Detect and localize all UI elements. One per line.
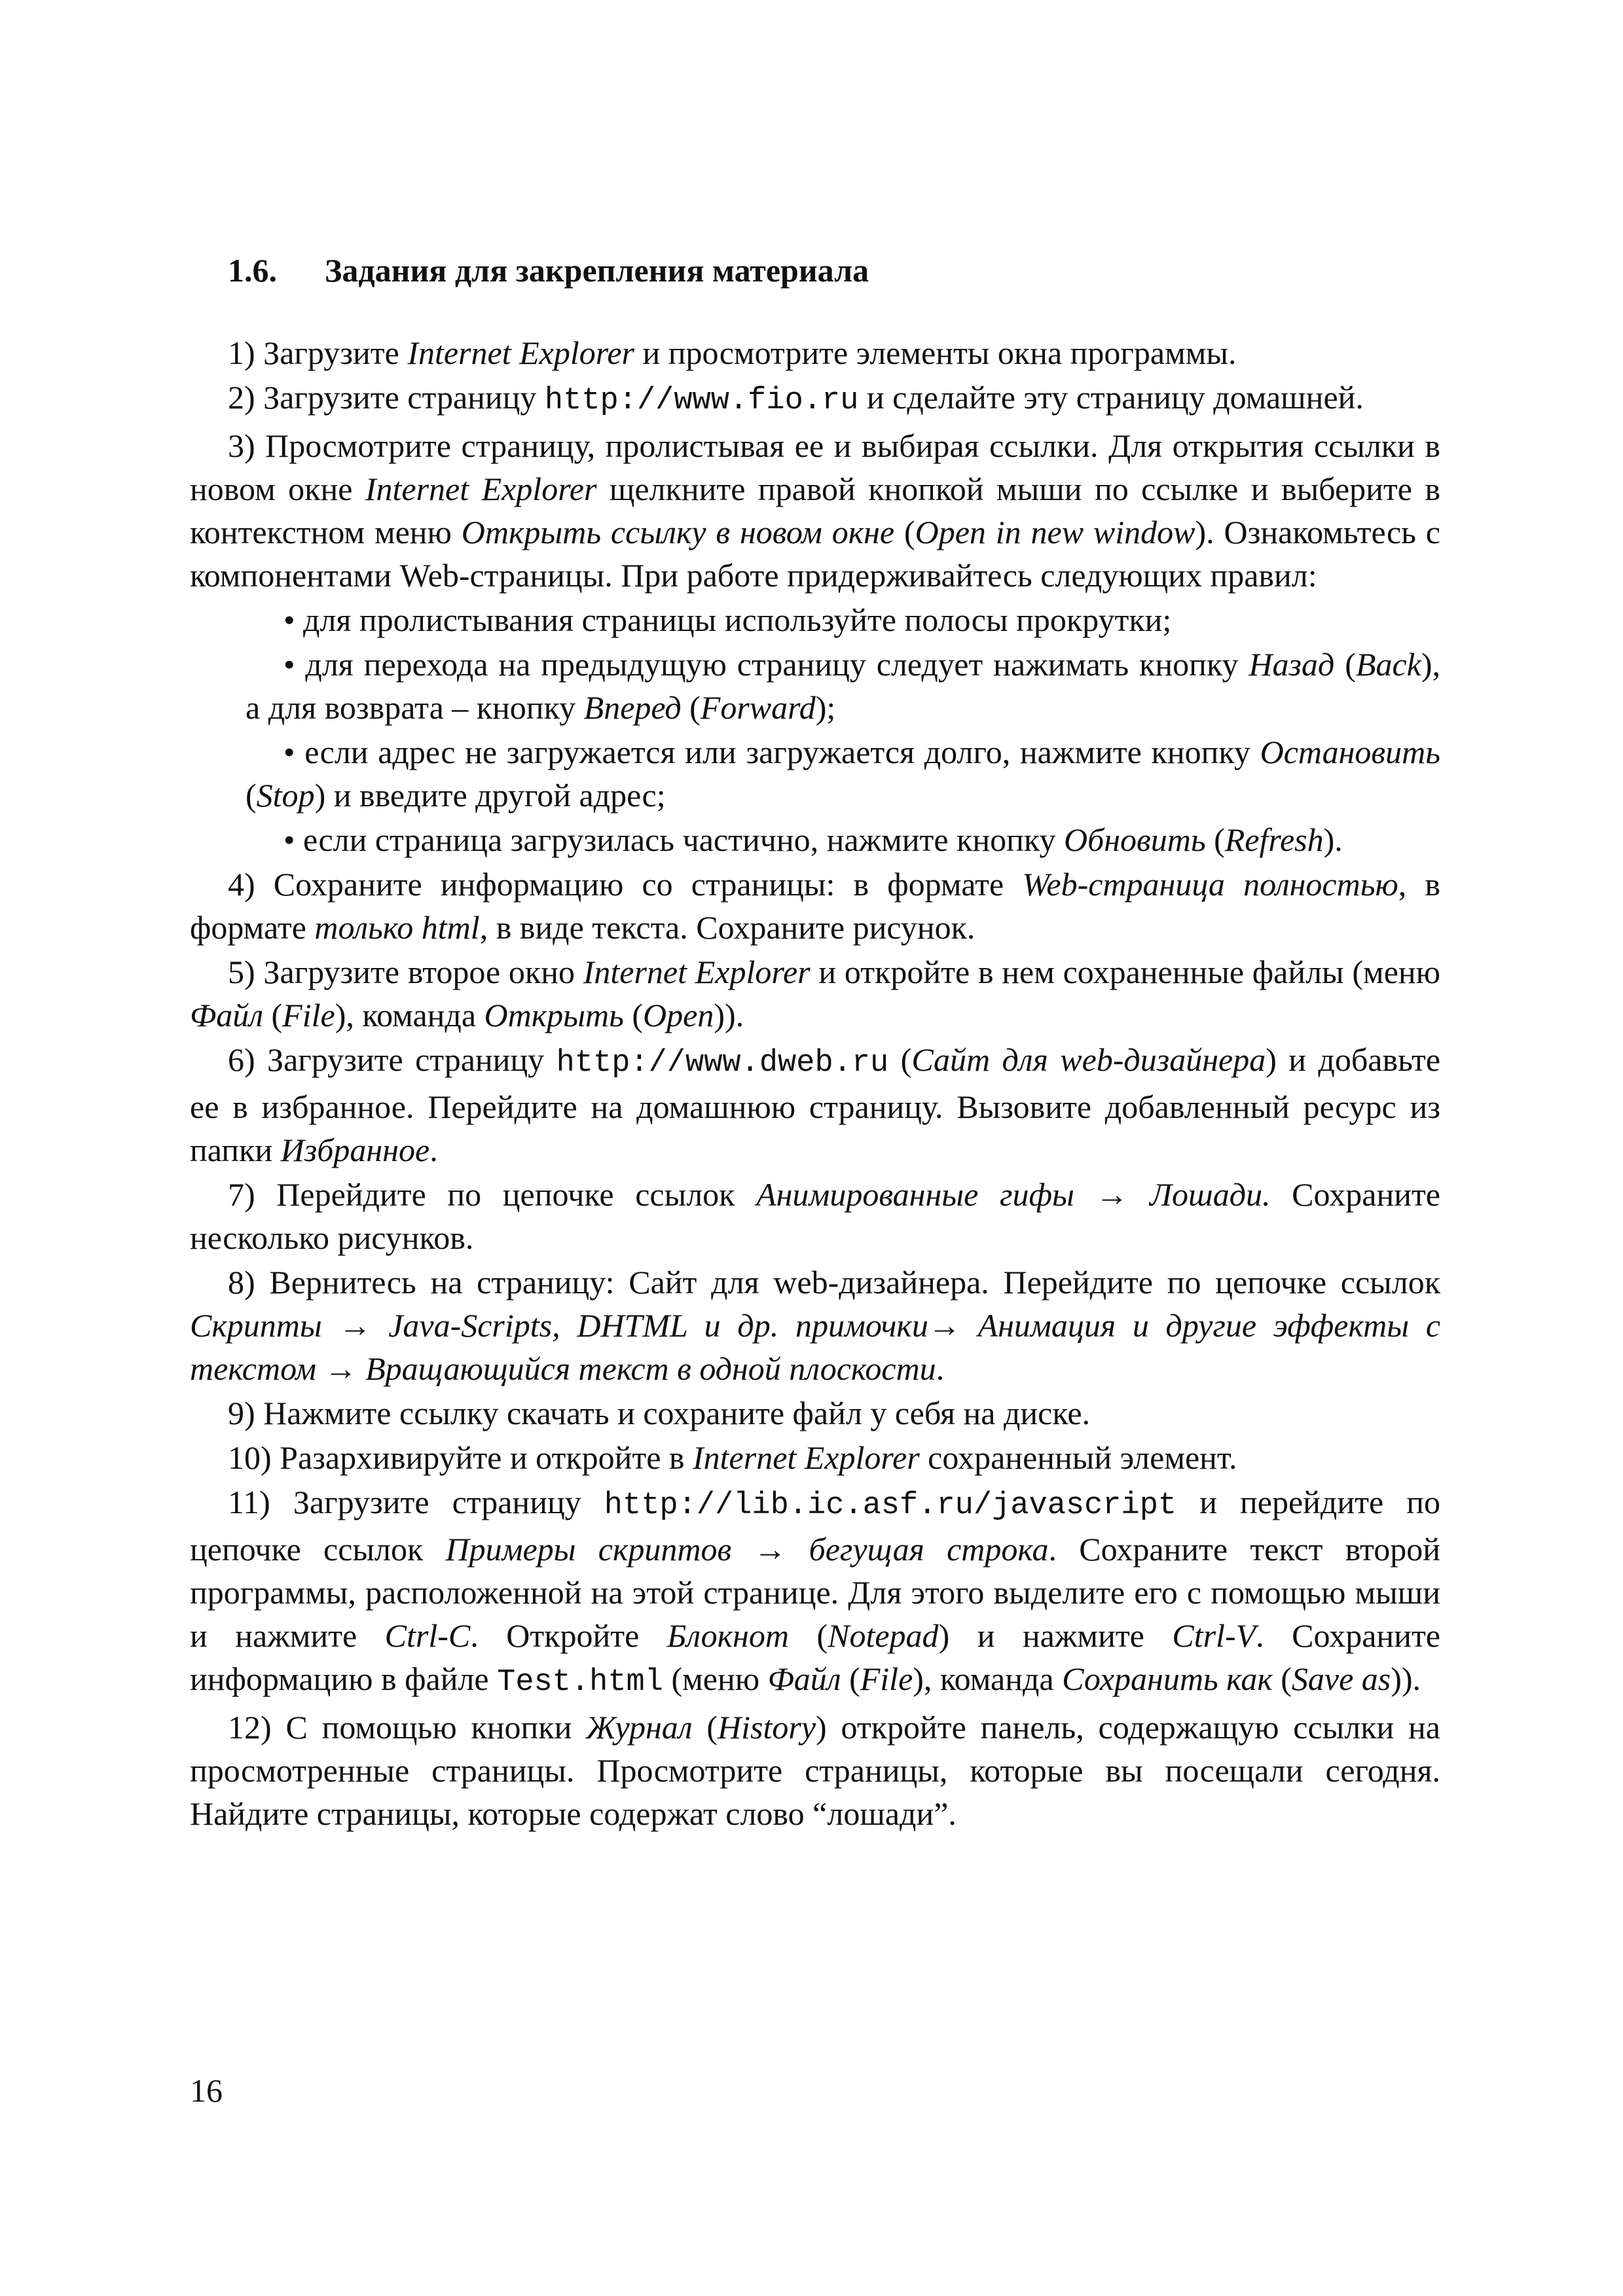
bullet-item-4: • если страница загрузилась частично, нажмите кнопку Обновить (Refresh). <box>283 821 1343 858</box>
section-heading <box>228 249 1440 292</box>
bullet-item-1: • для пролистывания страницы используйте полосы прокрутки; <box>283 601 1172 638</box>
arrow-icon: → <box>321 1307 389 1344</box>
arrow-icon: → <box>1074 1176 1150 1213</box>
list-item-1: 1) Загрузите Internet Explorer и просмотрите элементы окна программы. <box>228 334 1237 371</box>
list-item-11: 11) Загрузите страницу http://lib.ic.asf.ru/javascript и перейдите по цепочке ссылок Примеры скриптов → бегущая строка. Сохраните текст второй программы, расположенной на этой странице. Для этого выделите его с помощью мыши и нажмите Ctrl-C. Откройте Блокнот (Notepad) и нажмите Ctrl-V. Сохраните информацию в файле Test.html (меню Файл (File), команда Сохранить как (Save as)). <box>190 1484 1441 1700</box>
list-item-10: 10) Разархивируйте и откройте в Internet Explorer сохраненный элемент. <box>228 1439 1237 1476</box>
list-item-7: 7) Перейдите по цепочке ссылок Анимированные гифы → Лошади. Сохраните несколько рисунков. <box>190 1176 1440 1256</box>
page-content <box>190 249 1440 1837</box>
url-fio: http://www.fio.ru <box>544 384 859 418</box>
list-item-8: 8) Вернитесь на страницу: Сайт для web-дизайнера. Перейдите по цепочке ссылок Скрипты → Java-Scripts, DHTML и др. примочки→ Анимация и другие эффекты с текстом → Вращающийся текст в одной плоскости. <box>190 1264 1441 1387</box>
list-item-9: 9) Нажмите ссылку скачать и сохраните файл у себя на диске. <box>228 1395 1091 1431</box>
url-dweb: http://www.dweb.ru <box>556 1046 889 1081</box>
arrow-icon: → <box>316 1350 366 1387</box>
arrow-icon: → <box>928 1307 978 1344</box>
filename: Test.html <box>497 1665 663 1700</box>
list-item-2: 2) Загрузите страницу http://www.fio.ru и сделайте эту страницу домашней. <box>228 379 1364 418</box>
list-item-4: 4) Сохраните информацию со страницы: в формате Web-страница полностью, в формате только html, в виде текста. Сохраните рисунок. <box>190 866 1440 946</box>
section-title: Задания для закрепления материала <box>325 252 869 289</box>
list-item-5: 5) Загрузите второе окно Internet Explorer и откройте в нем сохраненные файлы (меню Файл (File), команда Открыть (Open)). <box>190 954 1440 1033</box>
bullet-item-3: • если адрес не загружается или загружается долго, нажмите кнопку Остановить (Stop) и введите другой адрес; <box>246 734 1440 814</box>
arrow-icon: → <box>731 1531 809 1568</box>
bullet-item-2: • для перехода на предыдущую страницу следует нажимать кнопку Назад (Back), а для возврата – кнопку Вперед (Forward); <box>246 646 1440 726</box>
section-number: 1.6. <box>228 252 277 289</box>
url-lib: http://lib.ic.asf.ru/javascript <box>604 1488 1177 1523</box>
page-number: 16 <box>190 2072 223 2109</box>
list-item-3: 3) Просмотрите страницу, пролистывая ее и выбирая ссылки. Для открытия ссылки в новом окне Internet Explorer щелкните правой кнопкой мыши по ссылке и выберите в контекстном меню Открыть ссылку в новом окне (Open in new window). Ознакомьтесь с компонентами Web-страницы. При работе придерживайтесь следующих правил: <box>190 427 1441 594</box>
list-item-12: 12) С помощью кнопки Журнал (History) откройте панель, содержащую ссылки на просмотренные страницы. Просмотрите страницы, которые вы посещали сегодня. Найдите страницы, которые содержат слово “лошади”. <box>190 1709 1441 1832</box>
list-item-6: 6) Загрузите страницу http://www.dweb.ru (Сайт для web-дизайнера) и добавьте ее в избранное. Перейдите на домашнюю страницу. Вызовите добавленный ресурс из папки Избранное. <box>190 1041 1441 1168</box>
